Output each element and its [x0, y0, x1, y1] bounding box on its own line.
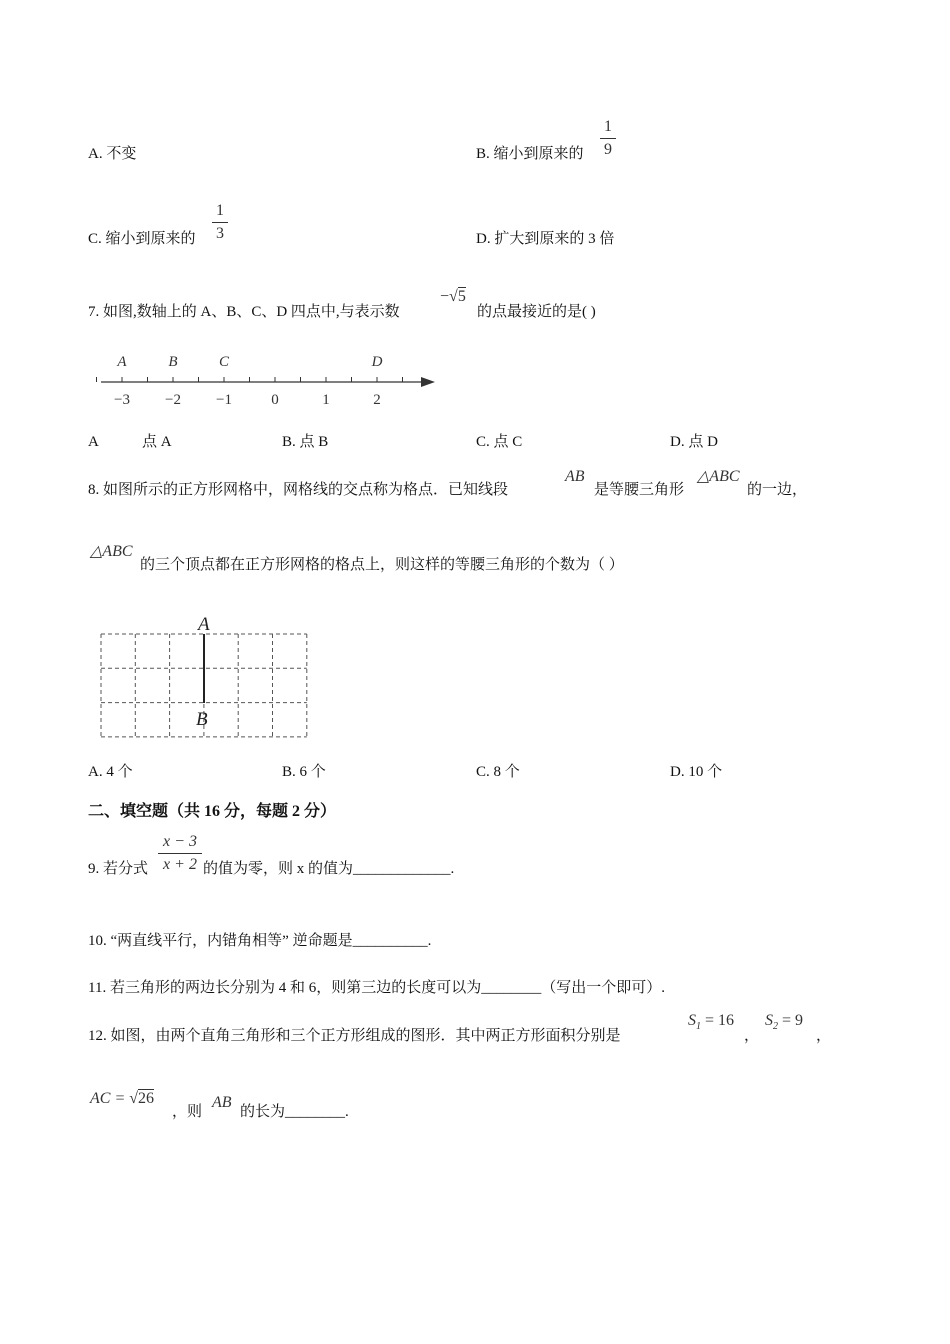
q6-option-c: C. 缩小到原来的: [88, 231, 196, 247]
q8-grid-figure: [90, 612, 320, 742]
q8-triangle-abc-2: △ABC: [90, 543, 133, 560]
q12-comma-1: ，: [744, 1028, 760, 1044]
q7-stem-prefix: 7. 如图,数轴上的 A、B、C、D 四点中,与表示数: [88, 304, 400, 320]
number-line-tick-label: 1: [322, 392, 330, 408]
q7-number-line: [95, 345, 455, 415]
q12-s1-expression: $S_1 = 16$: [688, 1012, 735, 1033]
q7-option-d: D. 点 D: [670, 434, 718, 450]
q10-stem: 10. “两直线平行，内错角相等” 逆命题是__________.: [88, 933, 432, 949]
q12-segment-ab: AB: [212, 1094, 232, 1111]
q7-option-a-text: 点 A: [142, 434, 172, 450]
q7-neg-sqrt5: −√5: [440, 288, 466, 305]
q7-stem-suffix: 的点最接近的是( ): [477, 304, 596, 320]
number-line-tick-label: −2: [165, 392, 181, 408]
number-line-point-label: C: [218, 354, 230, 370]
q6-option-a: A. 不变: [88, 146, 137, 162]
q8-option-a: A. 4 个: [88, 764, 133, 780]
q8-stem-line1-mid: 是等腰三角形: [594, 482, 685, 498]
q8-stem-line1-prefix: 8. 如图所示的正方形网格中，网格线的交点称为格点．已知线段: [88, 482, 509, 498]
number-line-arrow-icon: [421, 377, 435, 387]
number-line-point-label: A: [117, 354, 127, 370]
number-line-point-label: B: [168, 354, 178, 370]
q8-stem-line2: 的三个顶点都在正方形网格的格点上，则这样的等腰三角形的个数为（ ）: [140, 557, 624, 573]
number-line-tick-label: 0: [271, 392, 279, 408]
q6-option-c-fraction: 1 3: [212, 202, 228, 243]
q9-fraction: x − 3 x + 2: [158, 833, 202, 874]
q12-comma-2: ，: [816, 1028, 832, 1044]
number-line-point-label: D: [371, 354, 383, 370]
q11-stem: 11. 若三角形的两边长分别为 4 和 6，则第三边的长度可以为________（写出一个即可）.: [88, 980, 665, 996]
q12-stem-line1: 12. 如图，由两个直角三角形和三个正方形组成的图形．其中两正方形面积分别是: [88, 1028, 621, 1044]
q12-s2-expression: $S_2 = 9$: [765, 1012, 804, 1033]
q8-segment-ab: AB: [565, 468, 585, 485]
q12-stem-line2-suffix: 的长为________.: [240, 1104, 349, 1120]
q8-option-b: B. 6 个: [282, 764, 326, 780]
q6-option-b-fraction: 1 9: [600, 118, 616, 159]
q8-stem-line1-suffix: 的一边，: [747, 482, 808, 498]
q8-option-d: D. 10 个: [670, 764, 723, 780]
q8-triangle-abc: △ABC: [697, 468, 740, 485]
q7-option-b: B. 点 B: [282, 434, 329, 450]
number-line-tick-label: 2: [373, 392, 381, 408]
grid-label-b: B: [196, 709, 208, 730]
q7-option-a-letter: A: [88, 434, 99, 450]
q9-stem-suffix: 的值为零，则 x 的值为_____________.: [203, 861, 455, 877]
grid-label-a: A: [198, 614, 210, 635]
section-2-heading: 二、填空题（共 16 分，每题 2 分）: [88, 803, 337, 820]
q9-stem-prefix: 9. 若分式: [88, 861, 149, 877]
number-line-tick-label: −3: [114, 392, 130, 408]
q12-stem-line2-mid: ，则: [172, 1104, 203, 1120]
q7-option-c: C. 点 C: [476, 434, 523, 450]
q6-option-b: B. 缩小到原来的: [476, 146, 584, 162]
q12-ac-expression: AC = √26: [90, 1090, 155, 1107]
q8-option-c: C. 8 个: [476, 764, 520, 780]
q6-option-d: D. 扩大到原来的 3 倍: [476, 231, 615, 247]
number-line-tick-label: −1: [216, 392, 232, 408]
